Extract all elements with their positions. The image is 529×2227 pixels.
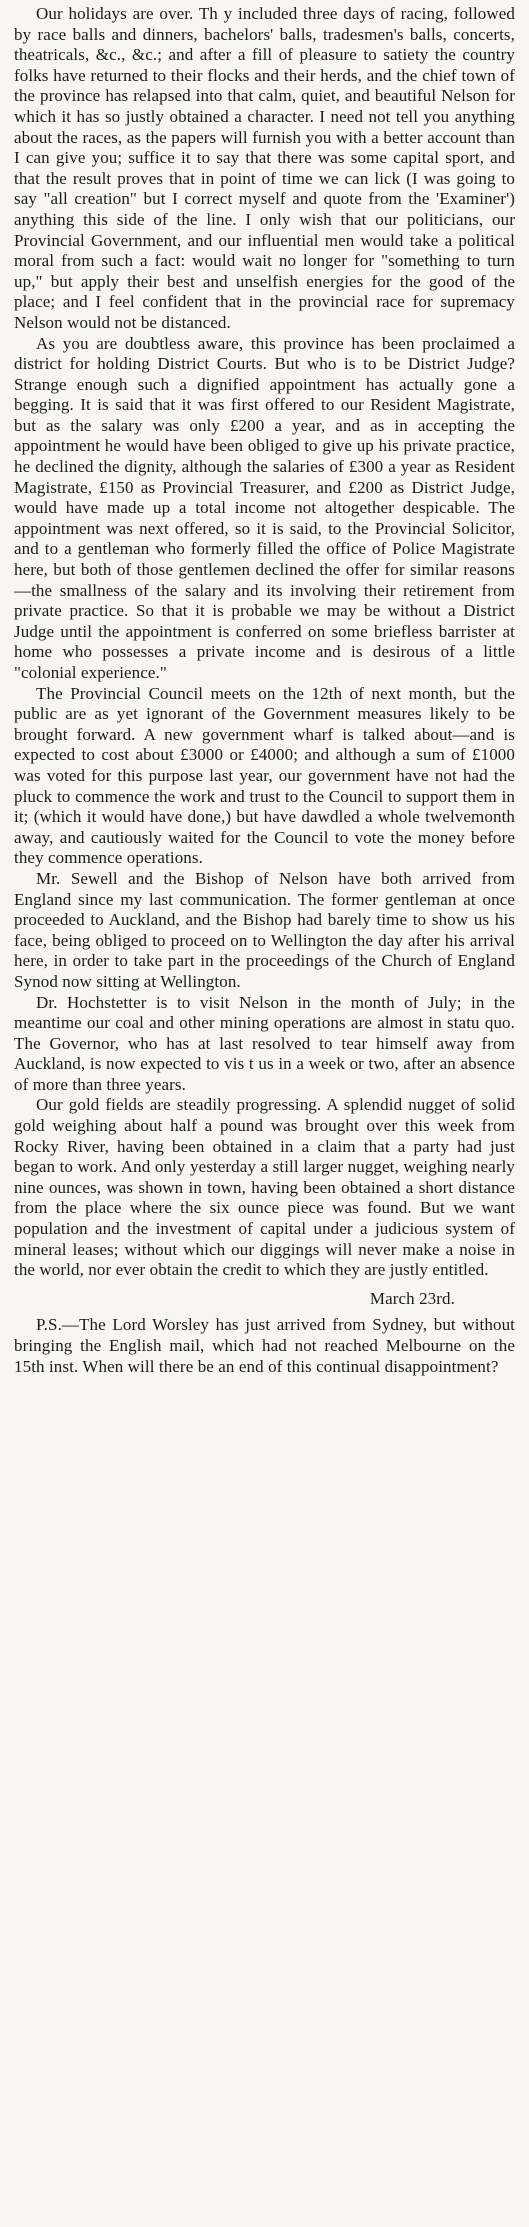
paragraph-sewell-bishop: Mr. Sewell and the Bishop of Nelson have both arrived from England since my last communication. The former gentleman at once proceeded to Auckland, and the Bishop had barely time to show us his face, being obliged to proceed on to Wellington the day after his arrival here, in order to take part in the proceedings of the Church of England Synod now sitting at Wellington.	[14, 868, 515, 991]
postscript: P.S.—The Lord Worsley has just arrived from Sydney, but without bringing the English mail, which had not reached Melbourne on the 15th inst. When will there be an end of this continual disappointment?	[14, 1315, 515, 1376]
dateline: March 23rd.	[369, 1288, 455, 1308]
paragraph-holidays: Our holidays are over. Th y included three days of racing, followed by race balls and dinners, bachelors' balls, tradesmen's balls, concerts, theatricals, &c., &c.; and after a fill of pleasure to satiety the country folks have returned to their flocks and their herds, and the chief town of the province has relapsed into that calm, quiet, and beautiful Nelson for which it has so justly obtained a character. I need not tell you anything about the races, as the papers will furnish you with a better account than I can give you; suffice it to say that there was some capital sport, and that the result proves that in point of time we can lick (I was going to say "all creation" but I correct myself and quote from the 'Examiner') anything this side of the line. I only wish that our politicians, our Provincial Government, and our influential men would take a political moral from such a fact: would wait no longer for "something to turn up," but apply their best and unselfish energies for the good of the place; and I feel confident that in the provincial race for supremacy Nelson would not be distanced.	[14, 4, 515, 332]
paragraph-provincial-council: The Provincial Council meets on the 12th of next month, but the public are as yet ignorant of the Government measures likely to be brought forward. A new government wharf is talked about—and is expected to cost about £3000 or £4000; and although a sum of £1000 was voted for this purpose last year, our government have not had the pluck to commence the work and trust to the Council to support them in it; (which it would have done,) but have dawdled a whole twelvemonth away, and cautiously waited for the Council to vote the money before they commence operations.	[14, 683, 515, 868]
paragraph-district-judge: As you are doubtless aware, this province has been proclaimed a district for holding District Courts. But who is to be District Judge? Strange enough such a dignified appointment has actually gone a begging. It is said that it was first offered to our Resident Magistrate, but as the salary was only £200 a year, and as in accepting the appointment he would have been obliged to give up his private practice, he declined the dignity, although the salaries of £300 a year as Resident Magistrate, £150 as Provincial Treasurer, and £200 as District Judge, would have made up a total income not altogether despicable. The appointment was next offered, so it is said, to the Provincial Solicitor, and to a gentleman who formerly filled the office of Police Magistrate here, but both of those gentlemen declined the offer for similar reasons—the smallness of the salary and its involving their retirement from private practice. So that it is probable we may be without a District Judge until the appointment is conferred on some briefless barrister at home who possesses a private income and is desirous of a little "colonial experience."	[14, 333, 515, 682]
paragraph-gold-fields: Our gold fields are steadily progressing. A splendid nugget of solid gold weighing about half a pound was brought over this week from Rocky River, having been obtained in a claim that a party had just began to work. And only yesterday a still larger nugget, weighing nearly nine ounces, was shown in town, having been obtained a short distance from the place where the six ounce piece was found. But we want population and the investment of capital under a judicious system of mineral leases; without which our diggings will never make a noise in the world, nor ever obtain the credit to which they are justly entitled.	[14, 1095, 515, 1280]
paragraph-hochstetter: Dr. Hochstetter is to visit Nelson in the month of July; in the meantime our coal and other mining operations are almost in statu quo. The Governor, who has at last resolved to tear himself away from Auckland, is now expected to vis t us in a week or two, after an absence of more than three years.	[14, 992, 515, 1094]
